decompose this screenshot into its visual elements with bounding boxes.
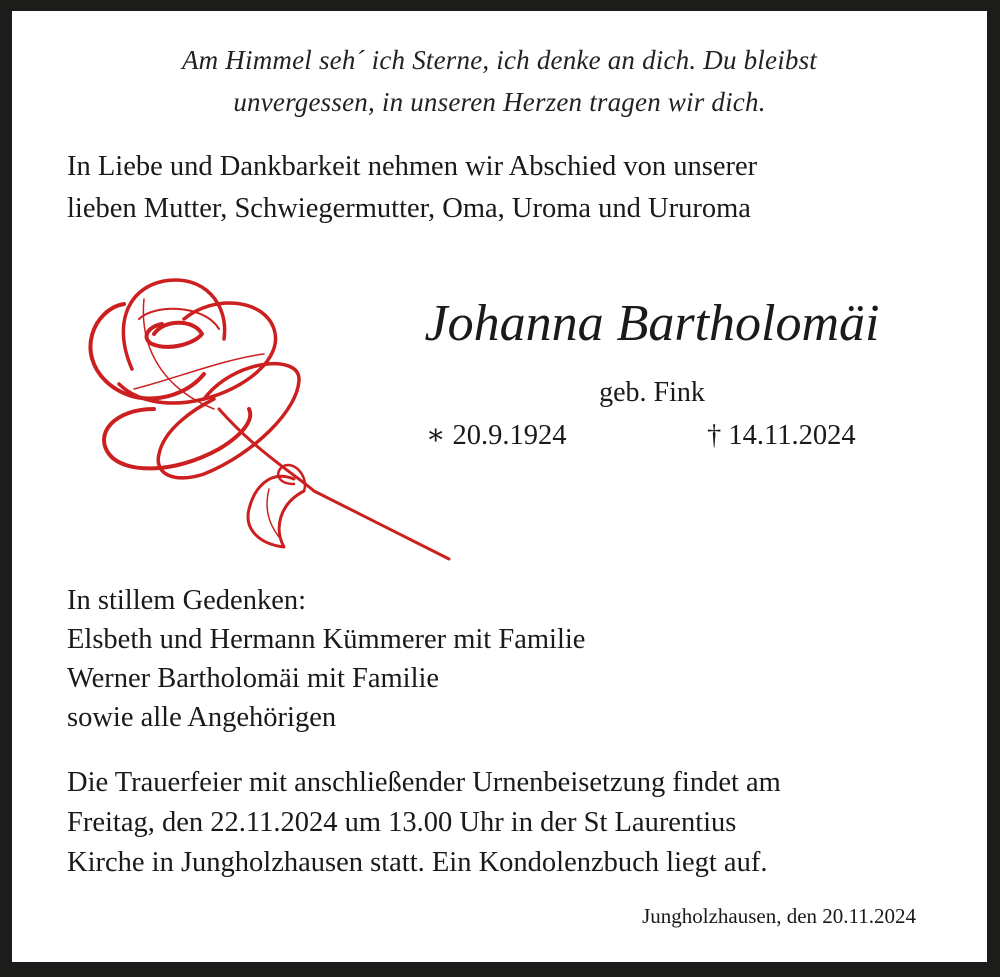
deceased-name: Johanna Bartholomäi [424,295,880,352]
service-line: Kirche in Jungholzhausen statt. Ein Kondolenzbuch liegt auf. [67,847,768,878]
mourner-line: Werner Bartholomäi mit Familie [67,663,440,694]
motto-line: Am Himmel seh´ ich Sterne, ich denke an dich. Du bleibst [181,45,818,75]
service-line: Freitag, den 22.11.2024 um 13.00 Uhr in der St Laurentius [67,807,737,838]
place-and-date: Jungholzhausen, den 20.11.2024 [642,904,916,928]
service-line: Die Trauerfeier mit anschließender Urnenbeisetzung findet am [67,767,781,798]
death-date: † 14.11.2024 [707,420,856,451]
motto-line: unvergessen, in unseren Herzen tragen wir dich. [233,87,766,117]
intro-text [67,146,757,230]
obituary-notice [12,11,987,962]
mourner-line: Elsbeth und Hermann Kümmerer mit Familie [67,624,586,655]
birth-name: geb. Fink [599,377,705,408]
mourners-heading: In stillem Gedenken: [67,585,307,616]
intro-line: lieben Mutter, Schwiegermutter, Oma, Uroma und Ururoma [67,193,751,224]
life-dates [12,416,987,456]
funeral-service-info [67,763,781,883]
intro-line: In Liebe und Dankbarkeit nehmen wir Abschied von unserer [67,151,758,182]
mourners-list [67,581,585,737]
mourner-line: sowie alle Angehörigen [67,702,337,733]
birth-date: ∗ 20.9.1924 [426,420,567,451]
motto-verse [12,39,987,123]
